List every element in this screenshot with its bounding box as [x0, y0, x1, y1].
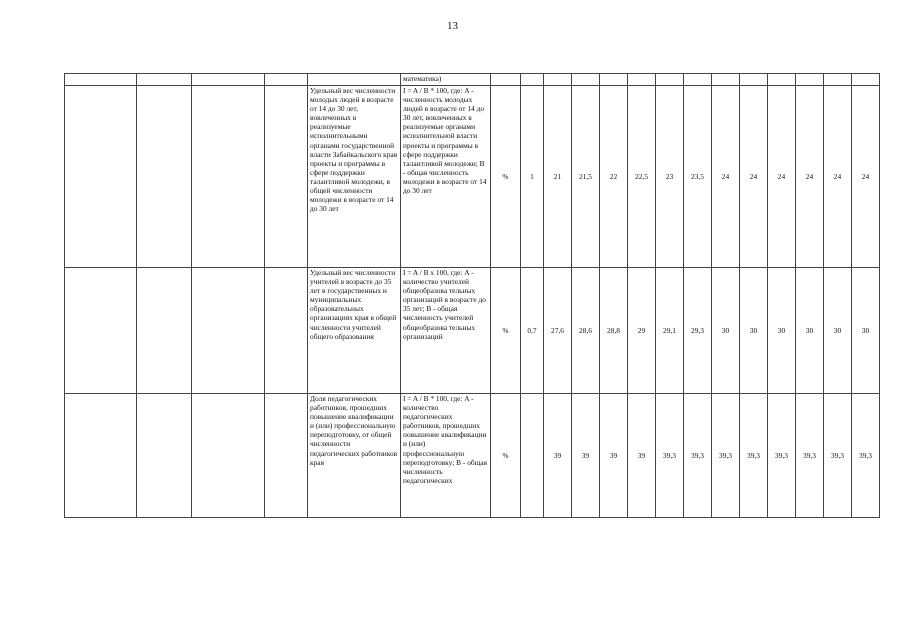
- value-cell: 39,3: [824, 394, 852, 518]
- value-cell: 23: [656, 86, 684, 268]
- table-cell: [265, 86, 308, 268]
- value-cell: 30: [740, 268, 768, 394]
- table-cell: [572, 74, 600, 86]
- unit-cell: %: [491, 86, 521, 268]
- table-cell: [137, 86, 192, 268]
- value-cell: 27,6: [544, 268, 572, 394]
- table-cell: [137, 74, 192, 86]
- table-cell: [521, 74, 544, 86]
- value-cell: 39: [544, 394, 572, 518]
- page-number: 13: [447, 20, 458, 32]
- table-cell: [308, 74, 401, 86]
- value-cell: 29,3: [684, 268, 712, 394]
- value-cell: 29,1: [656, 268, 684, 394]
- value-cell: 39,3: [768, 394, 796, 518]
- table-cell: [491, 74, 521, 86]
- indicator-cell: Удельный вес численности молодых людей в возрасте от 14 до 30 лет, вовлеченных в реализуемые исполнительными органами государственной власти Забайкальского края проекты и программы в сфере поддержки талантливой молодежи, в общей численности молодежи в возрасте от 14 до 30 лет: [308, 86, 401, 268]
- indicator-cell: Доля педагогических работников, прошедших повышение квалификации и (или) профессиональную переподготовку, от общей численности педагогических работников края: [308, 394, 401, 518]
- value-cell: 30: [712, 268, 740, 394]
- table-cell: [712, 74, 740, 86]
- value-cell: 28,8: [600, 268, 628, 394]
- table-cell: [656, 74, 684, 86]
- value-cell: 29: [628, 268, 656, 394]
- value-cell: 39,3: [712, 394, 740, 518]
- table-row: [65, 268, 880, 394]
- value-cell: 23,5: [684, 86, 712, 268]
- table-cell: [192, 86, 265, 268]
- value-cell: 24: [768, 86, 796, 268]
- value-cell: 30: [768, 268, 796, 394]
- base-value-cell: 1: [521, 86, 544, 268]
- table-row: [65, 86, 880, 268]
- value-cell: 28,6: [572, 268, 600, 394]
- value-cell: 39: [628, 394, 656, 518]
- table-cell: [137, 394, 192, 518]
- table-cell: [684, 74, 712, 86]
- value-cell: 22: [600, 86, 628, 268]
- value-cell: 30: [852, 268, 880, 394]
- value-cell: 39,3: [740, 394, 768, 518]
- table-cell: [768, 74, 796, 86]
- table-cell: [65, 74, 137, 86]
- value-cell: 21: [544, 86, 572, 268]
- table-cell: [265, 394, 308, 518]
- formula-cell: математика): [401, 74, 491, 86]
- table-cell: [265, 268, 308, 394]
- table-cell: [65, 268, 137, 394]
- table-cell: [796, 74, 824, 86]
- table-row: [65, 394, 880, 518]
- table-cell: [852, 74, 880, 86]
- indicator-cell: Удельный вес численности учителей в возрасте до 35 лет в государственных и муниципальных образовательных организациях края в общей численности учителей общего образования: [308, 268, 401, 394]
- value-cell: 39,3: [852, 394, 880, 518]
- table-cell: [600, 74, 628, 86]
- table-cell: [824, 74, 852, 86]
- unit-cell: %: [491, 394, 521, 518]
- unit-cell: %: [491, 268, 521, 394]
- table-cell: [192, 394, 265, 518]
- base-value-cell: 0,7: [521, 268, 544, 394]
- value-cell: 24: [796, 86, 824, 268]
- base-value-cell: [521, 394, 544, 518]
- formula-cell: I = A / B x 100, где: A - количество учителей общеобразова тельных организаций в возрасте до 35 лет; B - общая численность учителей общеобразова тельных организаций: [401, 268, 491, 394]
- value-cell: 24: [740, 86, 768, 268]
- value-cell: 22,5: [628, 86, 656, 268]
- formula-cell: I = A / B * 100, где: A - количество педагогических работников, прошедших повышение квалификации и (или) профессиональную переподготовку; B - общая численность педагогических: [401, 394, 491, 518]
- value-cell: 24: [712, 86, 740, 268]
- value-cell: 30: [824, 268, 852, 394]
- value-cell: 24: [852, 86, 880, 268]
- table-cell: [265, 74, 308, 86]
- table-cell: [65, 394, 137, 518]
- value-cell: 39: [600, 394, 628, 518]
- indicators-table: [64, 73, 880, 518]
- table-cell: [628, 74, 656, 86]
- value-cell: 39,3: [684, 394, 712, 518]
- value-cell: 39,3: [656, 394, 684, 518]
- table-cell: [137, 268, 192, 394]
- table-row: [65, 74, 880, 86]
- value-cell: 30: [796, 268, 824, 394]
- table-cell: [740, 74, 768, 86]
- table-cell: [65, 86, 137, 268]
- table-cell: [192, 74, 265, 86]
- table-cell: [544, 74, 572, 86]
- value-cell: 39: [572, 394, 600, 518]
- value-cell: 21,5: [572, 86, 600, 268]
- value-cell: 24: [824, 86, 852, 268]
- table-cell: [192, 268, 265, 394]
- value-cell: 39,3: [796, 394, 824, 518]
- formula-cell: I = A / B * 100, где: A - численность молодых людей в возрасте от 14 до 30 лет, вовлеченных в реализуемые органами исполнительной власти проекты и программы в сфере поддержки талантливой молодежи; B - общая численность молодежи в возрасте от 14 до 30 лет: [401, 86, 491, 268]
